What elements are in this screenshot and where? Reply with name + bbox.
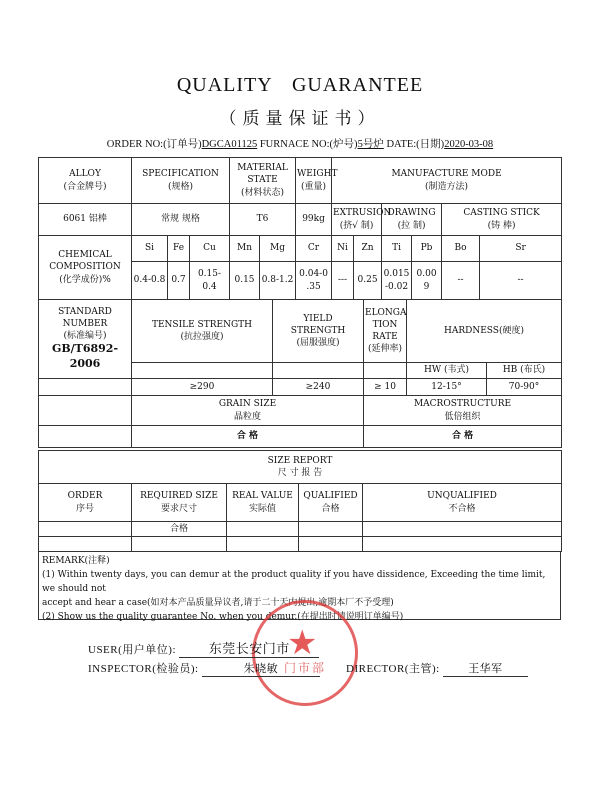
real-cell-2 [227, 537, 299, 552]
value-mn: 0.15 [230, 262, 260, 300]
size-report-table [38, 450, 562, 552]
unqualified-cell-2 [363, 537, 562, 552]
material-header: MATERIAL STATE (材料状态) [230, 158, 296, 204]
casting-cell: CASTING STICK (铸 棒) [442, 204, 562, 236]
director-value: 王华军 [443, 660, 528, 677]
element-ti: Ti [382, 236, 412, 262]
elongation-blank [364, 363, 407, 379]
element-mn: Mn [230, 236, 260, 262]
order-line [0, 136, 600, 151]
elongation-value: ≥ 10 [364, 379, 407, 396]
qualified-cell-1 [299, 522, 363, 537]
tensile-value: ≥290 [132, 379, 273, 396]
macro-header: MACROSTRUCTURE 低倍组织 [364, 396, 562, 426]
value-cr: 0.04-0 .35 [296, 262, 332, 300]
real-header: REAL VALUE 实际值 [227, 484, 299, 522]
order-cell-1 [39, 522, 132, 537]
macro-value: 合 格 [364, 426, 562, 448]
required-value: 合格 [132, 522, 227, 537]
qualified-header: QUALIFIED 合格 [299, 484, 363, 522]
value-zn: 0.25 [354, 262, 382, 300]
element-mg: Mg [260, 236, 296, 262]
required-cell-2 [132, 537, 227, 552]
required-header: REQUIRED SIZE 要求尺寸 [132, 484, 227, 522]
director-row [346, 660, 528, 677]
remark-line-1: (1) Within twenty days, you can demur at the product quality if you have dissidence, Exceeding the time limit, we should not [42, 570, 546, 594]
remark-title: REMARK(注释) [42, 556, 110, 566]
element-sr: Sr [480, 236, 562, 262]
order-no: DGCA01125 [201, 139, 258, 150]
element-ni: Ni [332, 236, 354, 262]
weight-header: WEIGHT (重量) [296, 158, 332, 204]
alloy-chemical-table [38, 157, 562, 300]
grain-value-blank [39, 426, 132, 448]
grain-blank [39, 396, 132, 426]
chemical-label: CHEMICAL COMPOSITION (化学成份)% [39, 236, 132, 300]
tensile-header: TENSILE STRENGTH (抗拉强度) [132, 300, 273, 363]
document-title-cn: （质量保证书） [219, 109, 381, 129]
remark-line-3: (2) Show us the quality guarantee No. when you demur.(在提出时请说明订单编号) [42, 612, 404, 622]
weight-value: 99kg [296, 204, 332, 236]
seal-text: 门市部 [283, 661, 326, 675]
grain-value: 合 格 [132, 426, 364, 448]
inspector-value: 朱晓敏 [202, 660, 320, 677]
qualified-cell-2 [299, 537, 363, 552]
hw-value: 12-15° [407, 379, 487, 396]
yield-blank [273, 363, 364, 379]
yield-header: YIELD STRENGTH (屈服强度) [273, 300, 364, 363]
alloy-value: 6061 铝棒 [39, 204, 132, 236]
manufacture-header: MANUFACTURE MODE (制造方法) [332, 158, 562, 204]
user-value: 东莞长安门市 [179, 638, 319, 658]
element-cu: Cu [190, 236, 230, 262]
size-report-title: SIZE REPORT 尺 寸 报 告 [39, 451, 562, 484]
value-sr: -- [480, 262, 562, 300]
real-cell-1 [227, 522, 299, 537]
element-pb: Pb [412, 236, 442, 262]
value-cu: 0.15-0.4 [190, 262, 230, 300]
element-si: Si [132, 236, 168, 262]
element-fe: Fe [168, 236, 190, 262]
order-label: ORDER NO:(订单号) [106, 139, 202, 150]
value-si: 0.4-0.8 [132, 262, 168, 300]
state-value: T6 [230, 204, 296, 236]
value-ni: --- [332, 262, 354, 300]
value-mg: 0.8-1.2 [260, 262, 296, 300]
standard-value: GB/T6892-2006 [51, 342, 119, 371]
element-bo: Bo [442, 236, 480, 262]
order-cell-2 [39, 537, 132, 552]
value-pb: 0.00 9 [412, 262, 442, 300]
value-bo: -- [442, 262, 480, 300]
order-header: ORDER 序号 [39, 484, 132, 522]
hb-header: HB (布氏) [487, 363, 562, 379]
date-value: 2020-03-08 [444, 139, 494, 150]
furnace-label: FURNACE NO:(炉号) [259, 139, 358, 150]
spec-header: SPECIFICATION (规格) [132, 158, 230, 204]
value-ti: 0.015 -0.02 [382, 262, 412, 300]
element-zn: Zn [354, 236, 382, 262]
tensile-blank [132, 363, 273, 379]
mech-value-blank [39, 379, 132, 396]
furnace-no: 5号炉 [357, 139, 384, 150]
inspector-row [88, 660, 320, 677]
yield-value: ≥240 [273, 379, 364, 396]
date-label: DATE:(日期) [386, 139, 445, 150]
extrusion-cell: EXTRUSION (挤√ 制) [332, 204, 382, 236]
hw-header: HW (韦式) [407, 363, 487, 379]
hb-value: 70-90° [487, 379, 562, 396]
spec-value: 常规 规格 [132, 204, 230, 236]
drawing-cell: DRAWING (拉 制) [382, 204, 442, 236]
elongation-header: ELONGA TION RATE (延伸率) [364, 300, 407, 363]
remark-line-2: accept and hear a case(如对本产品质量异议者,请于二十天内提出,逾期本厂不予受理) [42, 598, 394, 608]
alloy-header: ALLOY (合金牌号) [39, 158, 132, 204]
user-row [88, 638, 319, 658]
element-cr: Cr [296, 236, 332, 262]
user-label: USER(用户单位): [88, 644, 176, 656]
inspector-label: INSPECTOR(检验员): [88, 663, 199, 675]
mechanical-table [38, 299, 562, 448]
unqualified-cell-1 [363, 522, 562, 537]
standard-cell: STANDARD NUMBER (标准编号) GB/T6892-2006 [39, 300, 132, 379]
hardness-header: HARDNESS(硬度) [407, 300, 562, 363]
grain-header: GRAIN SIZE 晶粒度 [132, 396, 364, 426]
document-title: QUALITY GUARANTEE [176, 74, 424, 96]
director-label: DIRECTOR(主管): [346, 663, 440, 675]
seal-star-icon: ★ [287, 623, 318, 663]
value-fe: 0.7 [168, 262, 190, 300]
unqualified-header: UNQUALIFIED 不合格 [363, 484, 562, 522]
